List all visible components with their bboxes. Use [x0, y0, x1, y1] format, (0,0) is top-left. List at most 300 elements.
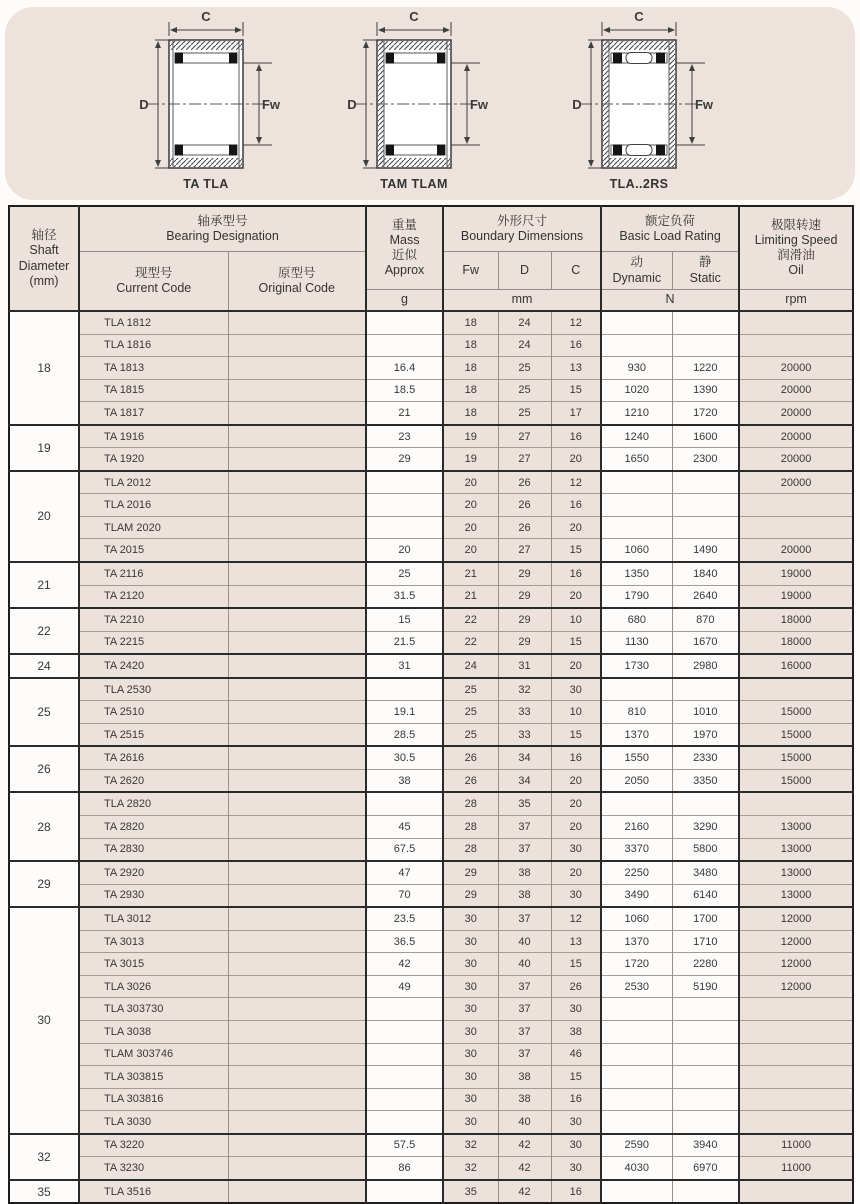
code-cell: TLA 3516 [79, 1180, 228, 1204]
header-n-unit-label: N [665, 292, 675, 307]
original-cell [228, 379, 366, 402]
original-cell [228, 585, 366, 608]
header-d [498, 252, 551, 290]
mass-cell [366, 1088, 443, 1111]
c-cell: 30 [551, 1111, 601, 1134]
dynamic-cell [601, 1020, 672, 1043]
header-c [551, 252, 601, 290]
speed-cell: 20000 [739, 357, 853, 380]
dynamic-cell [601, 471, 672, 494]
table-row [9, 953, 853, 976]
code-cell: TLA 2530 [79, 678, 228, 701]
shaft-diameter-cell: 28 [9, 792, 79, 861]
dynamic-cell [601, 792, 672, 815]
dynamic-cell [601, 334, 672, 357]
bearing-spec-table [8, 205, 854, 1204]
fw-cell: 22 [443, 631, 498, 654]
original-cell [228, 746, 366, 769]
table-row [9, 838, 853, 861]
d-cell: 37 [498, 816, 551, 839]
dim-label-fw: Fw [469, 97, 489, 112]
table-row [9, 884, 853, 907]
header-fw [443, 252, 498, 290]
original-cell [228, 425, 366, 448]
static-cell [672, 1180, 739, 1204]
table-header [9, 206, 853, 311]
header-fw-label: Fw [462, 262, 480, 277]
header-oil-zh: 润滑油 [777, 248, 815, 262]
shaft-diameter-cell: 29 [9, 861, 79, 907]
d-cell: 35 [498, 792, 551, 815]
original-cell [228, 769, 366, 792]
c-cell: 16 [551, 746, 601, 769]
code-cell: TA 2515 [79, 723, 228, 746]
table-row [9, 585, 853, 608]
header-limiting-speed [739, 206, 853, 290]
code-cell: TA 2015 [79, 539, 228, 562]
d-cell: 26 [498, 516, 551, 539]
fw-cell: 30 [443, 1088, 498, 1111]
code-cell: TA 1916 [79, 425, 228, 448]
c-cell: 38 [551, 1020, 601, 1043]
code-cell: TA 2210 [79, 608, 228, 631]
table-row [9, 334, 853, 357]
header-mm-unit [443, 290, 601, 312]
d-cell: 37 [498, 975, 551, 998]
original-cell [228, 816, 366, 839]
original-cell [228, 1157, 366, 1180]
dynamic-cell: 2250 [601, 861, 672, 884]
code-cell: TA 2930 [79, 884, 228, 907]
dynamic-cell: 680 [601, 608, 672, 631]
dynamic-cell [601, 1180, 672, 1204]
dynamic-cell [601, 494, 672, 517]
static-cell: 1840 [672, 562, 739, 585]
mass-cell: 21 [366, 402, 443, 425]
shaft-diameter-cell: 24 [9, 654, 79, 678]
header-load-zh: 额定负荷 [645, 213, 696, 228]
mass-cell: 70 [366, 884, 443, 907]
static-cell [672, 1111, 739, 1134]
header-designation-zh: 轴承型号 [197, 213, 248, 228]
d-cell: 24 [498, 334, 551, 357]
table-row [9, 1180, 853, 1204]
header-current-code [79, 252, 228, 312]
table-row [9, 998, 853, 1021]
code-cell: TA 1817 [79, 402, 228, 425]
fw-cell: 30 [443, 975, 498, 998]
fw-cell: 20 [443, 539, 498, 562]
code-cell: TA 2420 [79, 654, 228, 678]
dim-label-d: D [139, 97, 149, 112]
original-cell [228, 334, 366, 357]
original-cell [228, 357, 366, 380]
original-cell [228, 1180, 366, 1204]
header-oil-en: Oil [788, 263, 804, 278]
bearing-diagram-tam-tlam [339, 10, 489, 178]
fw-cell: 18 [443, 357, 498, 380]
static-cell: 1720 [672, 402, 739, 425]
speed-cell [739, 1111, 853, 1134]
dim-label-c: C [634, 9, 644, 24]
dynamic-cell: 1730 [601, 654, 672, 678]
code-cell: TLA 3038 [79, 1020, 228, 1043]
speed-cell: 15000 [739, 746, 853, 769]
table-row [9, 816, 853, 839]
fw-cell: 18 [443, 379, 498, 402]
mass-cell: 36.5 [366, 930, 443, 953]
static-cell [672, 334, 739, 357]
fw-cell: 20 [443, 471, 498, 494]
header-speed-zh: 极限转速 [771, 217, 822, 232]
mass-cell: 25 [366, 562, 443, 585]
dynamic-cell: 1240 [601, 425, 672, 448]
header-shaft-en3: (mm) [29, 273, 59, 288]
static-cell [672, 311, 739, 334]
mass-cell: 28.5 [366, 723, 443, 746]
c-cell: 13 [551, 930, 601, 953]
d-cell: 24 [498, 311, 551, 334]
speed-cell: 11000 [739, 1134, 853, 1157]
table-body [9, 311, 853, 1203]
mass-cell [366, 311, 443, 334]
header-original-code [228, 252, 366, 312]
fw-cell: 26 [443, 769, 498, 792]
original-cell [228, 471, 366, 494]
c-cell: 12 [551, 907, 601, 930]
c-cell: 26 [551, 975, 601, 998]
static-cell: 1490 [672, 539, 739, 562]
fw-cell: 25 [443, 701, 498, 724]
mass-cell: 20 [366, 539, 443, 562]
code-cell: TLA 303815 [79, 1066, 228, 1089]
d-cell: 26 [498, 494, 551, 517]
fw-cell: 20 [443, 516, 498, 539]
c-cell: 30 [551, 1157, 601, 1180]
static-cell: 1010 [672, 701, 739, 724]
mass-cell: 23.5 [366, 907, 443, 930]
header-mass-zh: 重量 [392, 217, 418, 232]
static-cell: 1600 [672, 425, 739, 448]
d-cell: 38 [498, 861, 551, 884]
c-cell: 12 [551, 311, 601, 334]
fw-cell: 21 [443, 562, 498, 585]
static-cell [672, 1043, 739, 1066]
c-cell: 20 [551, 769, 601, 792]
code-cell: TA 2616 [79, 746, 228, 769]
dynamic-cell: 1020 [601, 379, 672, 402]
mass-cell: 45 [366, 816, 443, 839]
table-row [9, 723, 853, 746]
mass-cell [366, 1111, 443, 1134]
c-cell: 16 [551, 562, 601, 585]
mass-cell [366, 1180, 443, 1204]
original-cell [228, 792, 366, 815]
fw-cell: 32 [443, 1157, 498, 1180]
original-cell [228, 1020, 366, 1043]
original-cell [228, 1111, 366, 1134]
speed-cell: 12000 [739, 907, 853, 930]
speed-cell [739, 516, 853, 539]
dynamic-cell: 2160 [601, 816, 672, 839]
table-row [9, 425, 853, 448]
table-row [9, 516, 853, 539]
table-row [9, 471, 853, 494]
fw-cell: 28 [443, 792, 498, 815]
c-cell: 20 [551, 516, 601, 539]
d-cell: 34 [498, 746, 551, 769]
bearing-diagram-ta-tla [131, 10, 281, 178]
fw-cell: 20 [443, 494, 498, 517]
d-cell: 25 [498, 357, 551, 380]
speed-cell: 18000 [739, 608, 853, 631]
shaft-diameter-cell: 30 [9, 907, 79, 1133]
d-cell: 32 [498, 678, 551, 701]
shaft-diameter-cell: 26 [9, 746, 79, 792]
mass-cell [366, 516, 443, 539]
shaft-diameter-cell: 19 [9, 425, 79, 471]
speed-cell: 16000 [739, 654, 853, 678]
mass-cell: 31.5 [366, 585, 443, 608]
mass-cell: 57.5 [366, 1134, 443, 1157]
dynamic-cell [601, 516, 672, 539]
header-d-label: D [520, 262, 530, 277]
d-cell: 25 [498, 402, 551, 425]
header-shaft-en1: Shaft [29, 243, 59, 258]
header-boundary-en: Boundary Dimensions [460, 229, 584, 243]
shaft-diameter-cell: 32 [9, 1134, 79, 1180]
static-cell [672, 471, 739, 494]
original-cell [228, 654, 366, 678]
table-row [9, 701, 853, 724]
header-mass-zh2: 近似 [392, 248, 418, 262]
mass-cell: 31 [366, 654, 443, 678]
speed-cell: 12000 [739, 953, 853, 976]
d-cell: 29 [498, 562, 551, 585]
header-shaft-diameter [9, 206, 79, 311]
dim-label-fw: Fw [261, 97, 281, 112]
mass-cell: 29 [366, 448, 443, 471]
d-cell: 37 [498, 907, 551, 930]
diagram-label-tla-2rs: TLA..2RS [609, 177, 669, 191]
header-designation-en: Bearing Designation [166, 229, 279, 243]
c-cell: 15 [551, 723, 601, 746]
dynamic-cell: 810 [601, 701, 672, 724]
code-cell: TLA 1812 [79, 311, 228, 334]
dynamic-cell: 1130 [601, 631, 672, 654]
table-row [9, 311, 853, 334]
original-cell [228, 402, 366, 425]
speed-cell: 20000 [739, 539, 853, 562]
dynamic-cell: 2590 [601, 1134, 672, 1157]
speed-cell [739, 1020, 853, 1043]
c-cell: 16 [551, 494, 601, 517]
table-row [9, 1111, 853, 1134]
mass-cell [366, 1020, 443, 1043]
table-row [9, 1043, 853, 1066]
static-cell: 1220 [672, 357, 739, 380]
fw-cell: 18 [443, 334, 498, 357]
table-row [9, 746, 853, 769]
header-shaft-en2: Diameter [18, 258, 70, 273]
table-row [9, 448, 853, 471]
d-cell: 33 [498, 723, 551, 746]
mass-cell [366, 1043, 443, 1066]
dynamic-cell: 1370 [601, 723, 672, 746]
speed-cell [739, 334, 853, 357]
static-cell: 1670 [672, 631, 739, 654]
original-cell [228, 539, 366, 562]
speed-cell [739, 494, 853, 517]
code-cell: TA 2830 [79, 838, 228, 861]
dynamic-cell [601, 311, 672, 334]
d-cell: 29 [498, 631, 551, 654]
c-cell: 13 [551, 357, 601, 380]
table-row [9, 608, 853, 631]
dynamic-cell [601, 1088, 672, 1111]
static-cell: 5190 [672, 975, 739, 998]
original-cell [228, 1088, 366, 1111]
static-cell: 2980 [672, 654, 739, 678]
original-cell [228, 1066, 366, 1089]
static-cell: 2280 [672, 953, 739, 976]
original-cell [228, 678, 366, 701]
header-c-label: C [571, 262, 581, 277]
code-cell: TA 3230 [79, 1157, 228, 1180]
code-cell: TLA 1816 [79, 334, 228, 357]
original-cell [228, 723, 366, 746]
c-cell: 20 [551, 585, 601, 608]
dim-label-c: C [201, 9, 211, 24]
speed-cell: 18000 [739, 631, 853, 654]
code-cell: TA 3015 [79, 953, 228, 976]
header-mass-unit-label: g [401, 292, 408, 307]
d-cell: 27 [498, 448, 551, 471]
speed-cell: 15000 [739, 769, 853, 792]
dim-label-d: D [347, 97, 357, 112]
dynamic-cell: 4030 [601, 1157, 672, 1180]
c-cell: 10 [551, 608, 601, 631]
speed-cell [739, 1066, 853, 1089]
speed-cell: 13000 [739, 838, 853, 861]
header-static [672, 252, 739, 290]
d-cell: 37 [498, 838, 551, 861]
dynamic-cell [601, 678, 672, 701]
header-rpm-unit-label: rpm [785, 292, 807, 307]
static-cell: 1710 [672, 930, 739, 953]
c-cell: 30 [551, 678, 601, 701]
fw-cell: 19 [443, 425, 498, 448]
fw-cell: 32 [443, 1134, 498, 1157]
c-cell: 30 [551, 1134, 601, 1157]
static-cell [672, 678, 739, 701]
dynamic-cell: 3490 [601, 884, 672, 907]
fw-cell: 19 [443, 448, 498, 471]
code-cell: TA 2120 [79, 585, 228, 608]
d-cell: 38 [498, 1066, 551, 1089]
original-cell [228, 884, 366, 907]
d-cell: 37 [498, 998, 551, 1021]
dynamic-cell [601, 1043, 672, 1066]
mass-cell: 67.5 [366, 838, 443, 861]
speed-cell [739, 1180, 853, 1204]
d-cell: 42 [498, 1134, 551, 1157]
static-cell: 6140 [672, 884, 739, 907]
dim-label-d: D [572, 97, 582, 112]
code-cell: TA 1920 [79, 448, 228, 471]
original-cell [228, 998, 366, 1021]
d-cell: 38 [498, 884, 551, 907]
c-cell: 16 [551, 1088, 601, 1111]
static-cell [672, 998, 739, 1021]
d-cell: 38 [498, 1088, 551, 1111]
diagram-label-ta-tla: TA TLA [183, 177, 229, 191]
fw-cell: 30 [443, 907, 498, 930]
static-cell: 5800 [672, 838, 739, 861]
dynamic-cell: 2050 [601, 769, 672, 792]
original-cell [228, 861, 366, 884]
c-cell: 15 [551, 631, 601, 654]
mass-cell [366, 1066, 443, 1089]
d-cell: 37 [498, 1043, 551, 1066]
header-current-en: Current Code [116, 281, 192, 295]
code-cell: TLA 3012 [79, 907, 228, 930]
mass-cell: 42 [366, 953, 443, 976]
original-cell [228, 907, 366, 930]
table-row [9, 907, 853, 930]
fw-cell: 30 [443, 1111, 498, 1134]
static-cell [672, 1066, 739, 1089]
mass-cell: 49 [366, 975, 443, 998]
speed-cell: 19000 [739, 562, 853, 585]
original-cell [228, 631, 366, 654]
mass-cell: 18.5 [366, 379, 443, 402]
d-cell: 25 [498, 379, 551, 402]
speed-cell: 12000 [739, 975, 853, 998]
dynamic-cell [601, 1111, 672, 1134]
speed-cell: 20000 [739, 379, 853, 402]
c-cell: 15 [551, 539, 601, 562]
static-cell [672, 792, 739, 815]
speed-cell: 13000 [739, 884, 853, 907]
original-cell [228, 930, 366, 953]
table-row [9, 930, 853, 953]
header-shaft-zh: 轴径 [31, 228, 57, 242]
shaft-diameter-cell: 20 [9, 471, 79, 562]
static-cell: 3290 [672, 816, 739, 839]
shaft-diameter-cell: 22 [9, 608, 79, 654]
c-cell: 16 [551, 334, 601, 357]
static-cell: 3480 [672, 861, 739, 884]
table-row [9, 402, 853, 425]
original-cell [228, 1134, 366, 1157]
dynamic-cell: 1060 [601, 907, 672, 930]
mass-cell: 86 [366, 1157, 443, 1180]
code-cell: TLA 2820 [79, 792, 228, 815]
original-cell [228, 448, 366, 471]
d-cell: 33 [498, 701, 551, 724]
c-cell: 30 [551, 998, 601, 1021]
original-cell [228, 1043, 366, 1066]
d-cell: 34 [498, 769, 551, 792]
mass-cell: 21.5 [366, 631, 443, 654]
header-n-unit [601, 290, 739, 312]
table-row [9, 1157, 853, 1180]
d-cell: 29 [498, 585, 551, 608]
fw-cell: 30 [443, 930, 498, 953]
table-row [9, 769, 853, 792]
mass-cell [366, 792, 443, 815]
